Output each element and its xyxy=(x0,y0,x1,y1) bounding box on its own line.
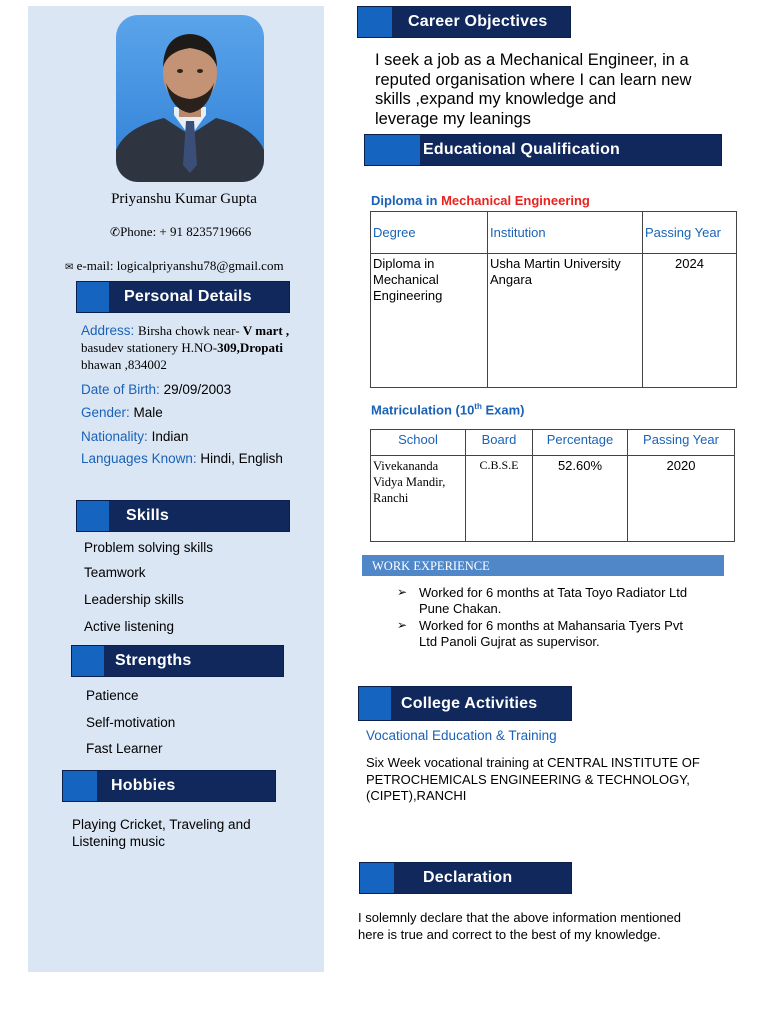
career-line: reputed organisation where I can learn new xyxy=(375,70,692,89)
career-line: skills ,expand my knowledge and xyxy=(375,90,617,108)
table-header-row xyxy=(371,212,737,254)
strengths-heading: Strengths xyxy=(115,652,192,669)
diploma-table xyxy=(370,211,737,388)
percentage-cell: 52.60% xyxy=(533,456,628,542)
table-row xyxy=(371,254,737,388)
hobbies-line: Playing Cricket, Traveling and xyxy=(72,817,251,832)
matriculation-title xyxy=(371,402,525,417)
person-silhouette-icon xyxy=(116,15,264,182)
personal-details-heading: Personal Details xyxy=(124,288,252,305)
address-bold-1: V mart , xyxy=(242,323,290,338)
personal-details-header xyxy=(76,281,290,313)
work-line: Worked for 6 months at Tata Toyo Radiator Ltd xyxy=(419,585,688,600)
header-accent-block xyxy=(63,771,97,801)
college-line: PETROCHEMICALS ENGINEERING & TECHNOLOGY, xyxy=(366,771,690,787)
year-cell: 2020 xyxy=(628,456,735,542)
hobbies-header xyxy=(62,770,276,802)
table-header-cell: Passing Year xyxy=(643,212,737,254)
nationality-row xyxy=(81,429,188,444)
table-header-cell: Degree xyxy=(371,212,488,254)
cell-line: Ranchi xyxy=(373,491,409,505)
address-part-3: bhawan ,834002 xyxy=(81,357,167,372)
declaration-text xyxy=(358,910,681,943)
phone-line xyxy=(110,224,251,240)
matric-title-sup: th xyxy=(474,402,482,411)
address-block xyxy=(81,322,316,373)
address-part-1: Birsha chowk near- xyxy=(138,323,243,338)
phone-text: Phone: + 91 8235719666 xyxy=(120,224,252,239)
education-heading: Educational Qualification xyxy=(423,141,621,158)
cell-line: Vivekananda xyxy=(373,459,439,473)
diploma-title-field: Mechanical Engineering xyxy=(441,193,590,208)
candidate-name: Priyanshu Kumar Gupta xyxy=(111,191,257,207)
list-item xyxy=(397,585,737,616)
gender-value: Male xyxy=(133,405,163,420)
hobbies-heading: Hobbies xyxy=(111,777,176,794)
header-accent-block xyxy=(77,501,109,531)
table-header-cell: School xyxy=(371,430,466,456)
skills-item: Teamwork xyxy=(84,565,146,580)
declaration-header xyxy=(359,862,572,894)
languages-row xyxy=(81,451,283,466)
envelope-icon: ✉ xyxy=(65,262,74,273)
dob-row xyxy=(81,382,231,397)
header-accent-block xyxy=(360,863,394,893)
table-header-cell: Board xyxy=(466,430,533,456)
work-experience-list xyxy=(397,585,737,651)
header-accent-block xyxy=(358,7,392,37)
skills-heading: Skills xyxy=(126,507,170,524)
skills-item: Leadership skills xyxy=(84,592,184,607)
email-text[interactable]: e-mail: logicalpriyanshu78@gmail.com xyxy=(76,258,284,273)
year-cell: 2024 xyxy=(643,254,737,388)
matriculation-table xyxy=(370,429,735,542)
table-header-row xyxy=(371,430,735,456)
career-objectives-heading: Career Objectives xyxy=(408,13,548,30)
board-cell: C.B.S.E xyxy=(466,456,533,542)
strengths-item: Patience xyxy=(86,688,139,703)
address-label: Address: xyxy=(81,323,135,338)
table-header-cell: Institution xyxy=(488,212,643,254)
languages-label: Languages Known: xyxy=(81,451,197,466)
skills-item: Active listening xyxy=(84,619,175,634)
list-item xyxy=(397,618,737,649)
strengths-header xyxy=(71,645,284,677)
education-header xyxy=(364,134,722,166)
declaration-line: here is true and correct to the best of my knowledge. xyxy=(358,926,661,942)
college-line: (CIPET),RANCHI xyxy=(366,788,467,803)
address-part-2: basudev stationery H.NO- xyxy=(81,340,218,355)
strengths-item: Fast Learner xyxy=(86,741,163,756)
declaration-heading: Declaration xyxy=(423,869,513,886)
college-activities-text xyxy=(366,755,700,805)
profile-photo xyxy=(116,15,264,182)
dob-value: 29/09/2003 xyxy=(163,382,232,397)
nationality-value: Indian xyxy=(151,429,189,444)
matric-title-part: Matriculation (10 xyxy=(371,402,475,418)
cell-line: Angara xyxy=(490,272,532,287)
strengths-item: Self-motivation xyxy=(86,715,176,730)
matric-title-part: Exam) xyxy=(481,402,525,418)
cell-line: Diploma in xyxy=(373,256,435,271)
header-accent-block xyxy=(72,646,104,676)
table-row xyxy=(371,456,735,542)
work-experience-header: WORK EXPERIENCE xyxy=(362,555,724,576)
table-header-cell: Passing Year xyxy=(628,430,735,456)
institution-cell xyxy=(488,254,643,388)
declaration-line: I solemnly declare that the above information mentioned xyxy=(358,910,682,925)
vocational-subtitle: Vocational Education & Training xyxy=(366,728,557,743)
email-line xyxy=(65,258,284,274)
college-line: Six Week vocational training at CENTRAL INSTITUTE OF xyxy=(366,755,700,770)
hobbies-line: Listening music xyxy=(72,834,166,849)
address-bold-2: 309,Dropati xyxy=(217,340,283,355)
career-objectives-header xyxy=(357,6,571,38)
dob-label: Date of Birth: xyxy=(81,382,160,397)
work-line: Pune Chakan. xyxy=(419,600,502,616)
work-line: Ltd Panoli Gujrat as supervisor. xyxy=(419,633,600,649)
cell-line: Usha Martin University xyxy=(490,256,621,271)
work-line: Worked for 6 months at Mahansaria Tyers Pvt xyxy=(419,618,683,633)
nationality-label: Nationality: xyxy=(81,429,148,444)
degree-cell xyxy=(371,254,488,388)
table-header-cell: Percentage xyxy=(533,430,628,456)
cell-line: Engineering xyxy=(373,288,443,303)
skills-item: Problem solving skills xyxy=(84,540,214,555)
gender-row xyxy=(81,405,163,420)
phone-icon: ✆ xyxy=(110,225,121,239)
career-line: leverage my leanings xyxy=(375,109,531,128)
cell-line: Mechanical xyxy=(373,272,439,287)
header-accent-block xyxy=(365,135,420,165)
career-line: I seek a job as a Mechanical Engineer, in a xyxy=(375,51,689,69)
diploma-title xyxy=(371,193,590,208)
college-activities-heading: College Activities xyxy=(401,694,538,712)
languages-value: Hindi, English xyxy=(200,451,283,466)
college-activities-header xyxy=(358,686,572,721)
header-accent-block xyxy=(359,687,391,720)
hobbies-text xyxy=(72,816,251,850)
gender-label: Gender: xyxy=(81,405,130,420)
cell-line: Vidya Mandir, xyxy=(373,475,446,489)
school-cell xyxy=(371,456,466,542)
header-accent-block xyxy=(77,282,109,312)
skills-header xyxy=(76,500,290,532)
diploma-title-prefix: Diploma in xyxy=(371,193,442,208)
career-objective-text xyxy=(375,51,691,129)
